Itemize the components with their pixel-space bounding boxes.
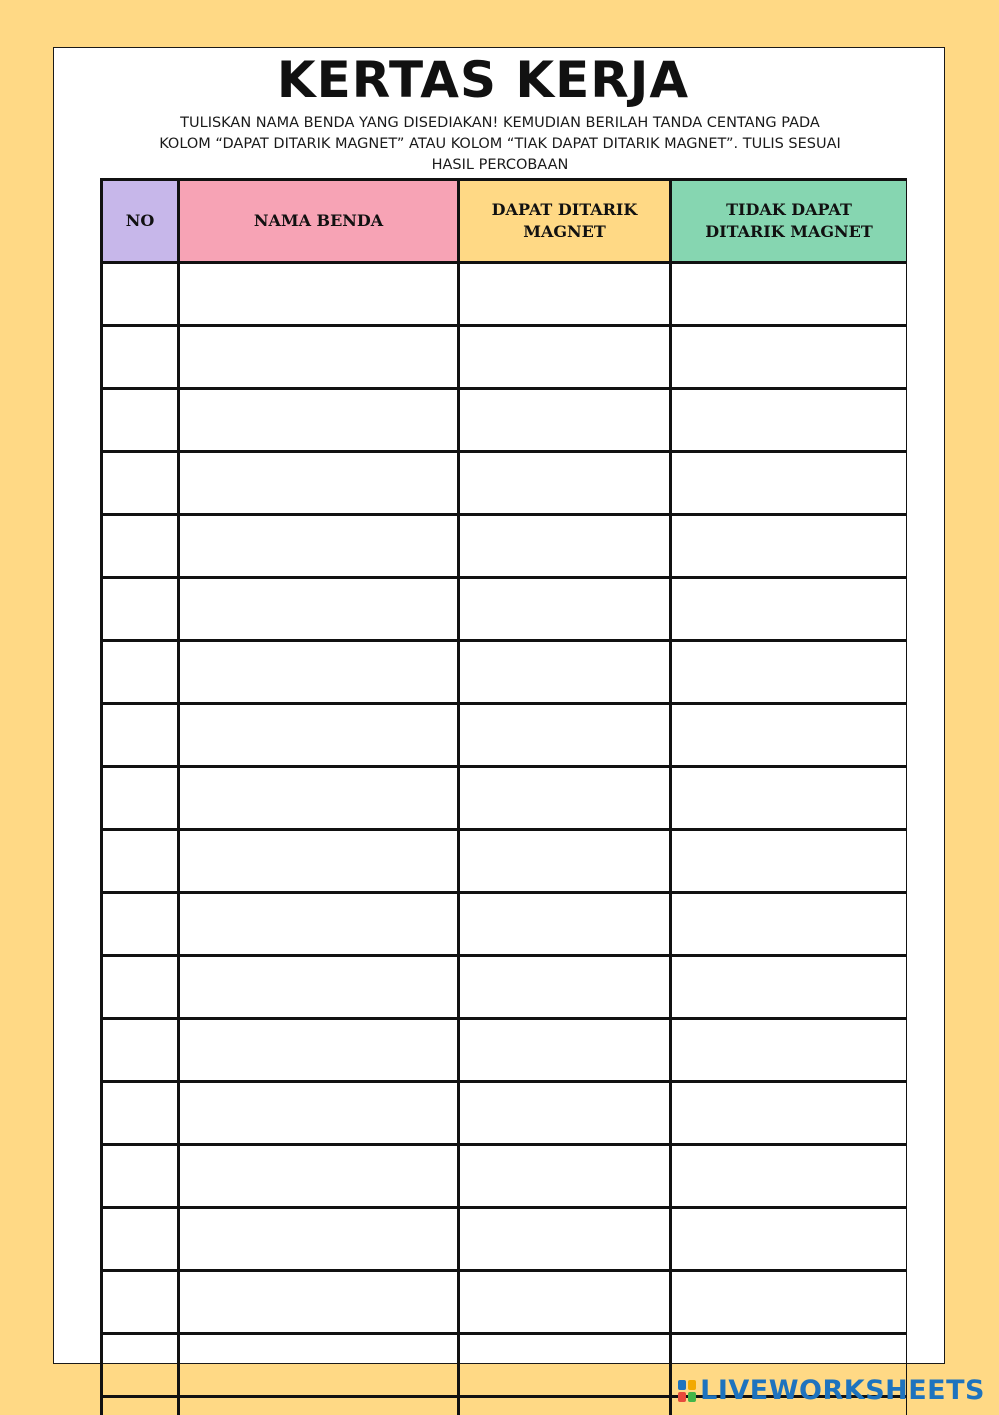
cell-nama-benda[interactable]	[179, 515, 459, 578]
table-row	[102, 515, 908, 578]
cell-tidak-dapat-ditarik[interactable]	[671, 263, 908, 326]
cell-no[interactable]	[102, 1145, 179, 1208]
cell-tidak-dapat-ditarik[interactable]	[671, 767, 908, 830]
cell-dapat-ditarik[interactable]	[459, 1271, 671, 1334]
cell-nama-benda[interactable]	[179, 389, 459, 452]
cell-nama-benda[interactable]	[179, 326, 459, 389]
table-row	[102, 452, 908, 515]
logo-tile	[688, 1392, 696, 1402]
cell-no[interactable]	[102, 1334, 179, 1397]
cell-no[interactable]	[102, 263, 179, 326]
table-row	[102, 893, 908, 956]
header-tidak-dapat-ditarik-magnet	[671, 180, 908, 263]
table-row	[102, 830, 908, 893]
cell-dapat-ditarik[interactable]	[459, 1019, 671, 1082]
cell-no[interactable]	[102, 1397, 179, 1415]
cell-tidak-dapat-ditarik[interactable]	[671, 1019, 908, 1082]
cell-no[interactable]	[102, 1019, 179, 1082]
cell-nama-benda[interactable]	[179, 956, 459, 1019]
header-no	[102, 180, 179, 263]
table-row	[102, 641, 908, 704]
cell-tidak-dapat-ditarik[interactable]	[671, 515, 908, 578]
cell-dapat-ditarik[interactable]	[459, 1397, 671, 1415]
cell-nama-benda[interactable]	[179, 641, 459, 704]
cell-nama-benda[interactable]	[179, 767, 459, 830]
cell-nama-benda[interactable]	[179, 1271, 459, 1334]
cell-tidak-dapat-ditarik[interactable]	[671, 893, 908, 956]
header-nama-benda	[179, 180, 459, 263]
cell-tidak-dapat-ditarik[interactable]	[671, 1208, 908, 1271]
instruction-line: KOLOM “DAPAT DITARIK MAGNET” ATAU KOLOM “TIAK DAPAT DITARIK MAGNET”. TULIS SESUAI	[159, 136, 841, 152]
logo-tile	[678, 1380, 686, 1390]
cell-no[interactable]	[102, 641, 179, 704]
cell-nama-benda[interactable]	[179, 704, 459, 767]
cell-no[interactable]	[102, 767, 179, 830]
cell-no[interactable]	[102, 389, 179, 452]
cell-dapat-ditarik[interactable]	[459, 1334, 671, 1397]
cell-tidak-dapat-ditarik[interactable]	[671, 956, 908, 1019]
cell-no[interactable]	[102, 1271, 179, 1334]
table-row	[102, 767, 908, 830]
table-body	[102, 263, 908, 1415]
cell-nama-benda[interactable]	[179, 1019, 459, 1082]
header-label-line: DAPAT DITARIK	[491, 200, 638, 219]
cell-dapat-ditarik[interactable]	[459, 389, 671, 452]
instruction-line: TULISKAN NAMA BENDA YANG DISEDIAKAN! KEMUDIAN BERILAH TANDA CENTANG PADA	[180, 115, 820, 131]
cell-tidak-dapat-ditarik[interactable]	[671, 641, 908, 704]
cell-dapat-ditarik[interactable]	[459, 893, 671, 956]
table-row	[102, 263, 908, 326]
cell-nama-benda[interactable]	[179, 1334, 459, 1397]
header-label-line: MAGNET	[523, 222, 606, 241]
cell-tidak-dapat-ditarik[interactable]	[671, 1082, 908, 1145]
cell-tidak-dapat-ditarik[interactable]	[671, 1271, 908, 1334]
instruction-line: HASIL PERCOBAAN	[431, 157, 569, 173]
cell-no[interactable]	[102, 326, 179, 389]
header-label-line: NO	[125, 211, 155, 230]
worksheet-table-wrapper	[100, 178, 907, 1415]
cell-tidak-dapat-ditarik[interactable]	[671, 389, 908, 452]
table-row	[102, 1082, 908, 1145]
cell-dapat-ditarik[interactable]	[459, 452, 671, 515]
table-header-row	[102, 180, 908, 263]
cell-tidak-dapat-ditarik[interactable]	[671, 1145, 908, 1208]
cell-tidak-dapat-ditarik[interactable]	[671, 830, 908, 893]
cell-dapat-ditarik[interactable]	[459, 767, 671, 830]
cell-tidak-dapat-ditarik[interactable]	[671, 704, 908, 767]
cell-no[interactable]	[102, 956, 179, 1019]
cell-dapat-ditarik[interactable]	[459, 956, 671, 1019]
cell-no[interactable]	[102, 452, 179, 515]
cell-dapat-ditarik[interactable]	[459, 1208, 671, 1271]
cell-no[interactable]	[102, 578, 179, 641]
cell-no[interactable]	[102, 515, 179, 578]
cell-tidak-dapat-ditarik[interactable]	[671, 326, 908, 389]
header-dapat-ditarik-magnet	[459, 180, 671, 263]
cell-nama-benda[interactable]	[179, 1397, 459, 1415]
cell-tidak-dapat-ditarik[interactable]	[671, 578, 908, 641]
logo-tile	[678, 1392, 686, 1402]
cell-dapat-ditarik[interactable]	[459, 515, 671, 578]
cell-nama-benda[interactable]	[179, 1145, 459, 1208]
cell-dapat-ditarik[interactable]	[459, 1145, 671, 1208]
watermark-text: LIVEWORKSHEETS	[700, 1375, 985, 1406]
cell-nama-benda[interactable]	[179, 578, 459, 641]
cell-dapat-ditarik[interactable]	[459, 704, 671, 767]
table-row	[102, 704, 908, 767]
table-row	[102, 956, 908, 1019]
table-row	[102, 389, 908, 452]
cell-dapat-ditarik[interactable]	[459, 641, 671, 704]
table-row	[102, 326, 908, 389]
table-row	[102, 578, 908, 641]
cell-no[interactable]	[102, 893, 179, 956]
cell-no[interactable]	[102, 1082, 179, 1145]
worksheet-title: KERTAS KERJA	[276, 51, 690, 109]
cell-nama-benda[interactable]	[179, 1082, 459, 1145]
cell-nama-benda[interactable]	[179, 830, 459, 893]
cell-nama-benda[interactable]	[179, 452, 459, 515]
logo-tile	[688, 1380, 696, 1390]
worksheet-table	[100, 178, 907, 1415]
cell-no[interactable]	[102, 1208, 179, 1271]
table-row	[102, 1271, 908, 1334]
cell-no[interactable]	[102, 830, 179, 893]
cell-nama-benda[interactable]	[179, 893, 459, 956]
cell-tidak-dapat-ditarik[interactable]	[671, 452, 908, 515]
cell-no[interactable]	[102, 704, 179, 767]
cell-dapat-ditarik[interactable]	[459, 326, 671, 389]
header-label-line: DITARIK MAGNET	[705, 222, 873, 241]
table-row	[102, 1145, 908, 1208]
table-row	[102, 1208, 908, 1271]
liveworksheets-watermark	[678, 1375, 985, 1406]
liveworksheets-logo-icon	[678, 1380, 696, 1402]
cell-dapat-ditarik[interactable]	[459, 578, 671, 641]
cell-nama-benda[interactable]	[179, 263, 459, 326]
header-label-line: NAMA BENDA	[253, 211, 384, 230]
cell-dapat-ditarik[interactable]	[459, 1082, 671, 1145]
cell-nama-benda[interactable]	[179, 1208, 459, 1271]
table-row	[102, 1019, 908, 1082]
cell-dapat-ditarik[interactable]	[459, 263, 671, 326]
instructions	[100, 113, 900, 176]
header-label-line: TIDAK DAPAT	[726, 200, 852, 219]
cell-dapat-ditarik[interactable]	[459, 830, 671, 893]
